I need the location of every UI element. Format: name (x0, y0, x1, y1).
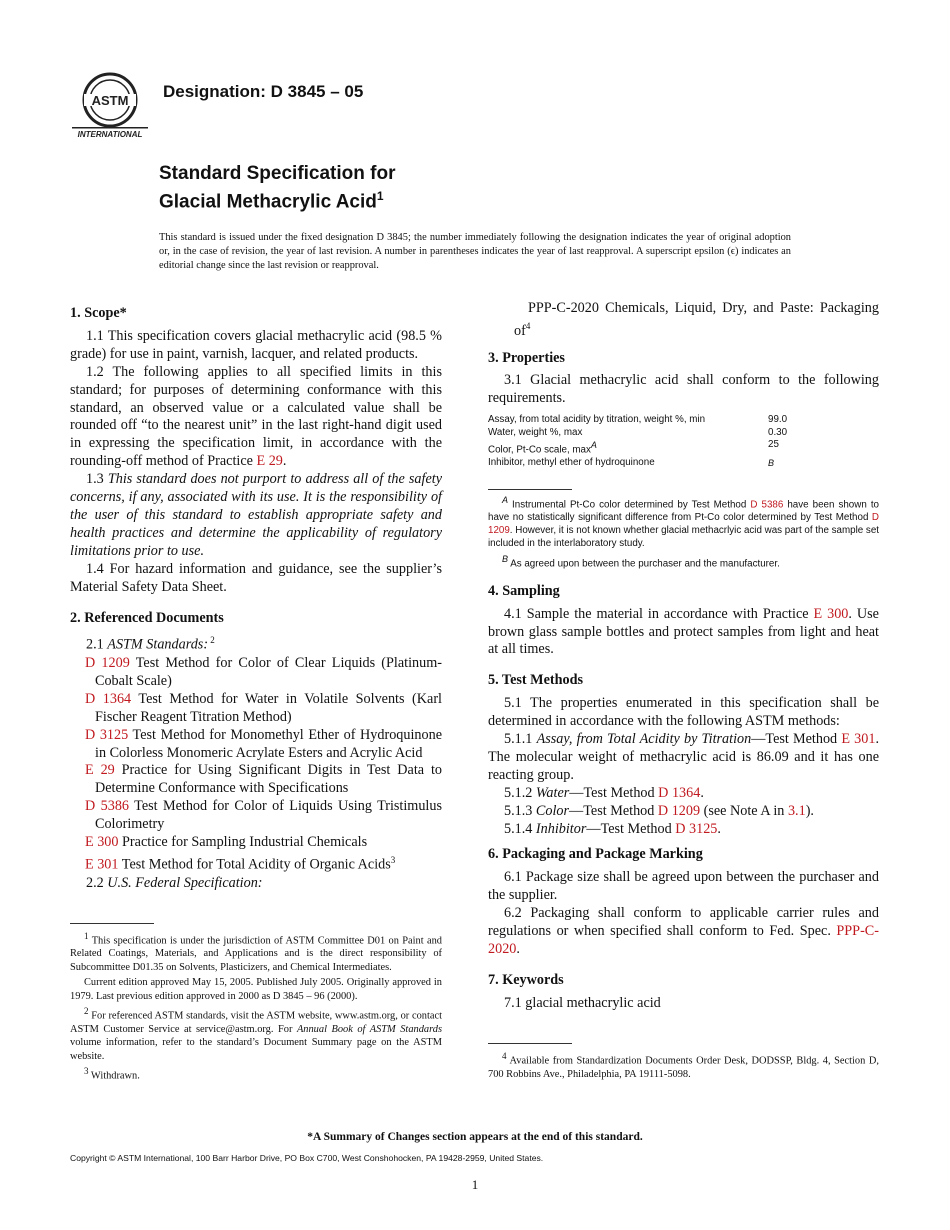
summary-note: *A Summary of Changes section appears at the end of this standard. (307, 1131, 643, 1143)
page-number: 1 (471, 1177, 479, 1192)
methods-5-1: 5.1 The properties enumerated in this specification shall be determined in accordance with the following ASTM methods: (488, 695, 879, 730)
footnote-1: $^1$ This specification is under the jurisdiction of ASTM Committee D01 on Paint and Related Coatings, Materials, and Applications and is the direct responsibility of Subcommittee D01.35 on Solvents, Plasticizers, and Chemical Intermediates. (70, 930, 442, 973)
table-note-a: $^A$ Instrumental Pt-Co color determined by Test Method D 5386 have been shown to have no statistically significant difference from Pt-Co color determined by Test Method D 1209. However, it is not known whether glacial methacrlyic acid was part of the sample set included in the interlaboratory study. (488, 495, 879, 549)
reference-link[interactable]: E 301 (85, 856, 119, 873)
list-item: D 5386 Test Method for Color of Liquids Using Tristimulus Colorimetry (85, 798, 442, 833)
footnote-rule-right (488, 1043, 572, 1044)
link-d1364[interactable]: D 1364 (658, 784, 701, 801)
copyright: Copyright © ASTM International, 100 Barr Harbor Drive, PO Box C700, West Conshohocken, PA 19428-2959, United States. (70, 1153, 544, 1163)
reference-list (70, 655, 442, 875)
link-e29[interactable]: E 29 (256, 453, 283, 470)
footnote-4: $^4$ Available from Standardization Documents Order Desk, DODSSP, Bldg. 4, Section D, 700 Robbins Ave., Philadelphia, PA 19111-5098. (488, 1050, 879, 1080)
list-item: D 1364 Test Method for Water in Volatile Solvents (Karl Fischer Reagent Titration Method) (85, 690, 442, 725)
sampling-4-1: 4.1 Sample the material in accordance with Practice E 300. Use brown glass sample bottles and protect samples from light and heat at all times. (488, 605, 879, 658)
link-d3125[interactable]: D 3125 (675, 820, 718, 837)
methods-5-1-2: 5.1.2 Water—Test Method D 1364. (504, 784, 704, 801)
table-note-rule (488, 489, 572, 490)
table-row: Water, weight %, max 0.30 (488, 426, 788, 438)
title-line-1: Standard Specification for (159, 163, 396, 184)
astm-standards-label: 2.1 ASTM Standards: $^2$ (86, 635, 215, 654)
reference-link[interactable]: D 3125 (85, 726, 129, 743)
properties-3-1: 3.1 Glacial methacrylic acid shall conform to the following requirements. (488, 372, 879, 407)
reference-link[interactable]: D 5386 (85, 798, 130, 815)
left-column (70, 299, 442, 1085)
footnote-rule (70, 923, 154, 924)
keywords-heading: 7. Keywords (488, 971, 564, 988)
link-d1209[interactable]: D 1209 (657, 802, 701, 819)
footnote-1b: Current edition approved May 15, 2005. Published July 2005. Originally approved in 1979. Last previous edition approved in 2000 as D 3845 – 96 (2000). (70, 977, 442, 1002)
table-row: Inhibitor, methyl ether of hydroquinone $^B$ (488, 457, 775, 469)
test-methods-heading: 5. Test Methods (488, 672, 583, 689)
methods-5-1-1: 5.1.1 Assay, from Total Acidity by Titration—Test Method E 301. The molecular weight of methacrylic acid is 86.09 and it has one reacting group. (488, 731, 879, 783)
footnote-3: $^3$ Withdrawn. (84, 1066, 140, 1082)
link-ppp-c-2020[interactable]: PPP-C-2020 (488, 923, 879, 957)
designation: Designation: D 3845 – 05 (163, 82, 364, 101)
packaging-heading: 6. Packaging and Package Marking (488, 846, 703, 863)
astm-logo (70, 72, 150, 140)
properties-table (488, 414, 879, 475)
title-line-2: Glacial Methacrylic Acid (159, 191, 377, 213)
reference-link[interactable]: D 1364 (85, 690, 132, 707)
keywords-7-1: 7.1 glacial methacrylic acid (504, 994, 661, 1011)
federal-spec-label: 2.2 U.S. Federal Specification: (86, 874, 263, 891)
link-d1209-note[interactable]: D 1209 (488, 512, 879, 537)
title-footnote-mark: 1 (376, 189, 384, 203)
link-e300[interactable]: E 300 (813, 605, 849, 622)
list-item: E 301 Test Method for Total Acidity of Organic Acids$^3$ (85, 855, 396, 873)
table-notes (488, 494, 879, 571)
logo-text: ASTM (91, 93, 129, 108)
reference-link[interactable]: E 29 (85, 762, 115, 779)
methods-5-1-3: 5.1.3 Color—Test Method D 1209 (see Note A in 3.1). (504, 802, 814, 819)
refs-heading: 2. Referenced Documents (70, 609, 224, 626)
scope-1-4: 1.4 For hazard information and guidance, see the supplier’s Material Safety Data Sheet. (70, 560, 442, 595)
link-section-3-1[interactable]: 3.1 (787, 802, 806, 819)
packaging-6-2: 6.2 Packaging shall conform to applicable carrier rules and regulations or when specified shall conform to Fed. Spec. PPP-C-2020. (488, 905, 879, 957)
scope-heading: 1. Scope* (70, 305, 127, 321)
reference-link[interactable]: E 300 (85, 834, 119, 851)
properties-heading: 3. Properties (488, 349, 565, 366)
list-item: E 300 Practice for Sampling Industrial Chemicals (85, 834, 368, 851)
scope-1-2: 1.2 The following applies to all specified limits in this standard; for purposes of determining conformance with this standard, an observed value or a calculated value shall be rounded off “to the nearest unit” in the last right-hand digit used in expressing the specification limit, in accordance with the rounding-off method of Practice E 29. (70, 363, 442, 470)
table-note-b: $^B$ As agreed upon between the purchaser and the manufacturer. (502, 553, 780, 569)
footnote-2: $^2$ For referenced ASTM standards, visit the ASTM website, www.astm.org, or contact ASTM Customer Service at service@astm.org. For Annual Book of ASTM Standards volume information, refer to the standard’s Document Summary page on the ASTM website. (70, 1006, 442, 1062)
footnotes-left (70, 930, 442, 1083)
link-d5386[interactable]: D 5386 (750, 499, 784, 511)
scope-1-1: 1.1 This specification covers glacial methacrylic acid (98.5 % grade) for use in paint, varnish, lacquer, and related products. (70, 327, 442, 362)
methods-5-1-4: 5.1.4 Inhibitor—Test Method D 3125. (504, 820, 721, 837)
table-row: Color, Pt-Co scale, $\max^A$ 25 (488, 439, 779, 456)
sampling-heading: 4. Sampling (488, 582, 560, 599)
page-title (159, 162, 395, 213)
reference-link[interactable]: D 1209 (85, 655, 130, 672)
list-item: D 1209 Test Method for Color of Clear Liquids (Platinum-Cobalt Scale) (85, 655, 442, 689)
intro-paragraph: This standard is issued under the fixed designation D 3845; the number immediately following the designation indicates the year of original adoption or, in the case of revision, the year of last revision. A number in parentheses indicates the year of last reapproval. A superscript epsilon (ϵ) indicates an editorial change since the last revision or reapproval. (159, 232, 791, 271)
right-column (488, 299, 879, 1083)
scope-1-3: 1.3 This standard does not purport to address all of the safety concerns, if any, associated with its use. It is the responsibility of the user of this standard to establish appropriate safety and health practices and determine the applicability of regulatory limitations prior to use. (70, 471, 442, 559)
ppp-reference: PPP-C-2020 Chemicals, Liquid, Dry, and Paste: Packaging $of^4$ (514, 300, 879, 339)
list-item: E 29 Practice for Using Significant Digits in Test Data to Determine Conformance with Specifications (85, 762, 442, 797)
link-e301[interactable]: E 301 (841, 731, 876, 748)
table-row: Assay, from total acidity by titration, weight %, min 99.0 (488, 414, 788, 426)
logo-subtext: INTERNATIONAL (77, 130, 143, 139)
list-item: D 3125 Test Method for Monomethyl Ether of Hydroquinone in Colorless Monomeric Acrylate Esters and Acrylic Acid (85, 726, 442, 761)
packaging-6-1: 6.1 Package size shall be agreed upon between the purchaser and the supplier. (488, 869, 879, 904)
